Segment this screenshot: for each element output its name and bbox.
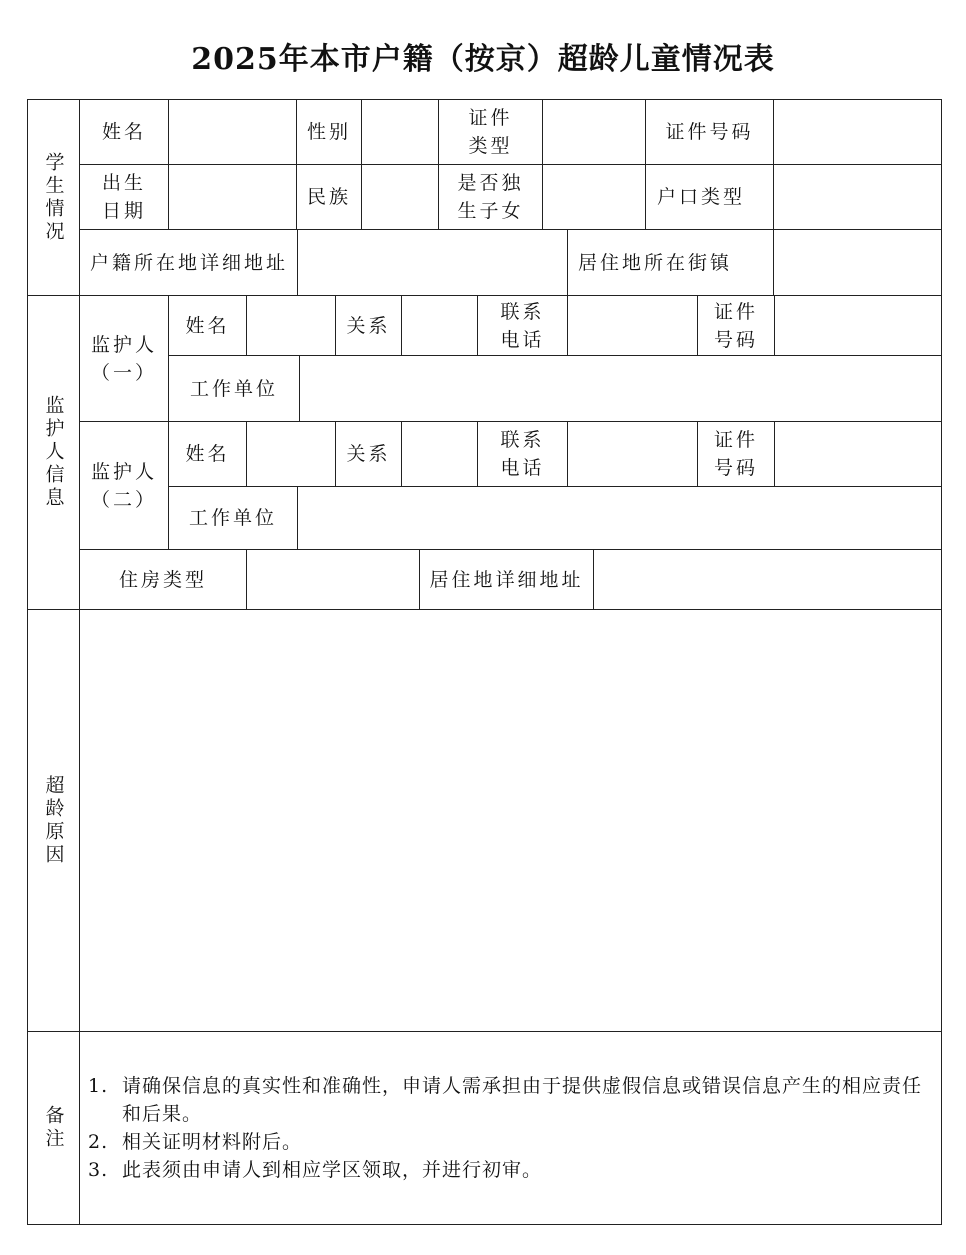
section-label-text: 备注 [42,1105,65,1151]
gender-field[interactable] [362,100,438,164]
note-number: 2. [88,1131,109,1153]
only-child-field[interactable] [543,165,645,229]
label-residence-street: 居住地所在街镇 [578,251,733,274]
student-name-field[interactable] [169,100,296,164]
label-line: 证件 [713,429,758,451]
id-type-field[interactable] [543,100,645,164]
label-hukou-address: 户籍所在地详细地址 [90,251,289,274]
guardian-1-name-field[interactable] [247,296,335,355]
section-label-remarks [28,1032,79,1224]
table-border-right [941,99,942,1225]
label-residence-address: 居住地详细地址 [429,568,584,591]
id-number-field[interactable] [774,100,941,164]
label-line: 电话 [500,328,545,351]
note-text: 相关证明材料附后。 [122,1131,303,1153]
remarks-notes [88,1072,933,1184]
label-guardian-1-relation: 关系 [346,314,391,337]
overage-reason-field[interactable] [80,610,941,1031]
section-label-text: 监护人信息 [42,395,65,510]
guardian-2-cert-field[interactable] [775,422,941,486]
residence-address-field[interactable] [594,550,941,609]
section-label-overage [28,610,79,1031]
hukou-type-field[interactable] [774,165,941,229]
label-line: 出生 [101,172,146,194]
label-gender: 性别 [306,121,351,143]
birth-date-field[interactable] [169,165,296,229]
label-guardian-2 [80,422,168,549]
grid-line [27,1031,942,1032]
label-ethnicity: 民族 [306,186,351,208]
note-item [88,1156,933,1184]
label-id-number: 证件号码 [665,121,754,143]
label-housing-type: 住房类型 [118,568,207,591]
guardian-2-name-field[interactable] [247,422,335,486]
section-label-text: 学生情况 [42,151,65,244]
section-label-text: 超龄原因 [42,774,65,867]
label-line: 证件 [468,107,513,129]
label-guardian-1 [80,296,168,421]
label-line: 证件 [713,300,758,323]
note-number: 3. [88,1159,109,1181]
label-guardian-1-cert [698,296,774,355]
label-birth-date [80,165,168,229]
label-guardian-1-name: 姓名 [185,314,230,337]
label-student-name: 姓名 [101,121,146,143]
label-line: 类型 [468,135,513,157]
form-title: 2025年本市户籍（按京）超龄儿童情况表 [191,42,775,77]
label-guardian-2-relation: 关系 [346,443,391,465]
label-line: 联系 [500,429,545,451]
label-guardian-2-cert [698,422,774,486]
guardian-2-relation-field[interactable] [402,422,477,486]
section-label-student [28,100,79,295]
label-line: 监护人 [90,460,157,483]
guardian-1-work-field[interactable] [300,356,941,421]
section-label-guardian [28,296,79,609]
note-text: 此表须由申请人到相应学区领取，并进行初审。 [122,1159,543,1181]
label-line: 联系 [500,300,545,323]
label-only-child [439,165,542,229]
ethnicity-field[interactable] [362,165,438,229]
guardian-2-phone-field[interactable] [568,422,697,486]
label-line: 号码 [713,457,758,479]
label-line: 号码 [713,328,758,351]
note-item [88,1072,933,1128]
note-number: 1. [88,1075,109,1097]
label-guardian-2-name: 姓名 [185,443,230,465]
note-item [88,1128,933,1156]
guardian-1-phone-field[interactable] [568,296,697,355]
label-id-type [439,100,542,164]
note-text: 请确保信息的真实性和准确性，申请人需承担由于提供虚假信息或错误信息产生的相应责任和后果。 [122,1075,923,1125]
label-hukou-type: 户口类型 [656,186,745,208]
guardian-1-relation-field[interactable] [402,296,477,355]
label-guardian-2-work: 工作单位 [188,507,277,529]
housing-type-field[interactable] [247,550,419,609]
label-line: 是否独 [457,172,524,194]
residence-street-field[interactable] [774,230,941,295]
label-line: （二） [90,488,157,511]
label-line: 电话 [500,457,545,479]
label-guardian-2-phone [478,422,567,486]
table-border-bottom [27,1224,942,1225]
label-line: 日期 [101,200,146,222]
label-line: 监护人 [90,333,157,356]
label-line: 生子女 [457,200,524,222]
guardian-2-work-field[interactable] [298,487,941,549]
label-guardian-1-phone [478,296,567,355]
label-line: （一） [90,361,157,384]
label-guardian-1-work: 工作单位 [189,377,278,400]
guardian-1-cert-field[interactable] [775,296,941,355]
hukou-address-field[interactable] [298,230,567,295]
